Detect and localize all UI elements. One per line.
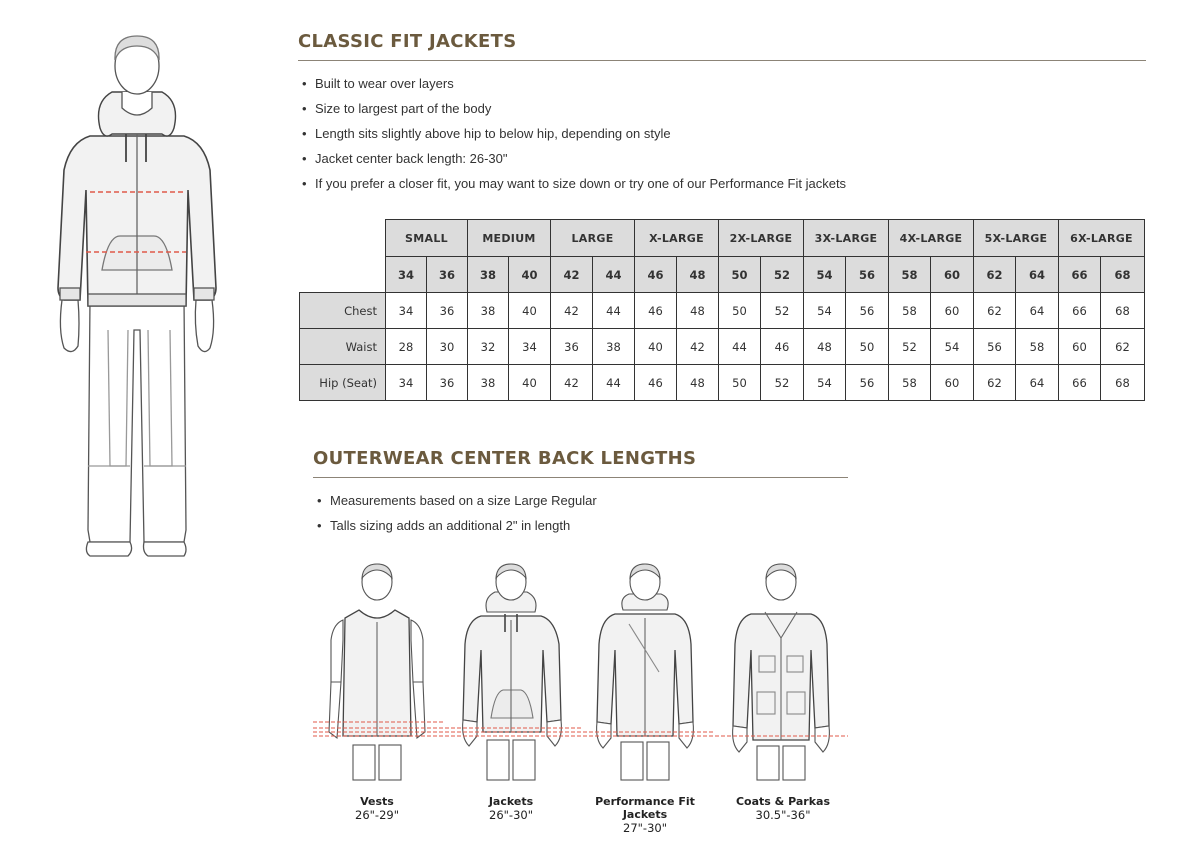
table-cell: 58 (889, 293, 931, 329)
table-cell: 44 (719, 329, 761, 365)
table-row (300, 329, 1145, 365)
figure-range: 30.5"-36" (755, 808, 811, 822)
table-cell: 38 (593, 329, 635, 365)
list-item: • Built to wear over layers (298, 71, 1146, 96)
figure-name: Vests (360, 795, 394, 808)
table-cell: 56 (974, 329, 1016, 365)
table-cell: 54 (804, 365, 846, 401)
size-chart-table (299, 219, 1145, 401)
outerwear-figures (313, 560, 853, 835)
size-header: X-LARGE (635, 220, 719, 257)
size-header: LARGE (551, 220, 635, 257)
figure-name: Performance Fit Jackets (595, 795, 695, 821)
table-cell: 52 (761, 293, 804, 329)
size-number: 60 (931, 257, 974, 293)
table-corner (300, 257, 386, 293)
table-cell: 52 (761, 365, 804, 401)
size-number: 62 (974, 257, 1016, 293)
table-cell: 62 (1101, 329, 1145, 365)
figure-range: 27"-30" (623, 821, 667, 835)
table-cell: 54 (931, 329, 974, 365)
outerwear-illustrations (313, 560, 853, 790)
table-cell: 48 (677, 365, 719, 401)
table-cell: 50 (719, 365, 761, 401)
size-header: 5X-LARGE (974, 220, 1059, 257)
table-row (300, 365, 1145, 401)
table-cell: 64 (1016, 365, 1059, 401)
size-number: 48 (677, 257, 719, 293)
coats-parkas-caption (731, 795, 835, 822)
list-item: • Measurements based on a size Large Regular (313, 488, 848, 513)
list-item: • Size to largest part of the body (298, 96, 1146, 121)
table-cell: 66 (1059, 293, 1101, 329)
size-header-row (300, 220, 1145, 257)
table-cell: 38 (468, 365, 509, 401)
figure-range: 26"-29" (355, 808, 399, 822)
row-label: Chest (300, 293, 386, 329)
outerwear-section (313, 448, 848, 538)
table-cell: 30 (427, 329, 468, 365)
size-number: 52 (761, 257, 804, 293)
figure-name: Coats & Parkas (735, 795, 830, 808)
table-cell: 46 (635, 293, 677, 329)
figure-name: Jackets (488, 795, 534, 808)
size-header: 4X-LARGE (889, 220, 974, 257)
list-item: • Jacket center back length: 26-30" (298, 146, 1146, 171)
size-header: 2X-LARGE (719, 220, 804, 257)
table-cell: 46 (761, 329, 804, 365)
size-number: 36 (427, 257, 468, 293)
table-cell: 48 (677, 293, 719, 329)
table-cell: 36 (551, 329, 593, 365)
hooded-jacket-figure (50, 30, 225, 565)
table-cell: 64 (1016, 293, 1059, 329)
hoodie-figure (463, 564, 562, 780)
table-row (300, 293, 1145, 329)
table-cell: 56 (846, 365, 889, 401)
outerwear-title: OUTERWEAR CENTER BACK LENGTHS (313, 448, 848, 478)
table-cell: 60 (931, 293, 974, 329)
size-number: 54 (804, 257, 846, 293)
classic-fit-title: CLASSIC FIT JACKETS (298, 31, 1146, 61)
table-cell: 38 (468, 293, 509, 329)
table-cell: 56 (846, 293, 889, 329)
vest-figure (329, 564, 425, 780)
performance-fit-caption (575, 795, 715, 835)
table-cell: 58 (889, 365, 931, 401)
size-number: 58 (889, 257, 931, 293)
table-cell: 28 (386, 329, 427, 365)
table-cell: 50 (846, 329, 889, 365)
outerwear-bullets (313, 488, 848, 538)
size-header: 3X-LARGE (804, 220, 889, 257)
size-number: 50 (719, 257, 761, 293)
jackets-caption (471, 795, 551, 822)
table-cell: 32 (468, 329, 509, 365)
list-item: • If you prefer a closer fit, you may want to size down or try one of our Performance Fit jackets (298, 171, 1146, 196)
table-cell: 50 (719, 293, 761, 329)
size-number: 34 (386, 257, 427, 293)
table-cell: 42 (551, 365, 593, 401)
vests-caption (337, 795, 417, 822)
table-cell: 36 (427, 365, 468, 401)
figure-range: 26"-30" (489, 808, 533, 822)
size-number: 68 (1101, 257, 1145, 293)
table-cell: 44 (593, 365, 635, 401)
table-cell: 68 (1101, 365, 1145, 401)
table-cell: 58 (1016, 329, 1059, 365)
coat-figure (733, 564, 830, 780)
table-cell: 52 (889, 329, 931, 365)
list-item: • Talls sizing adds an additional 2" in length (313, 513, 848, 538)
table-cell: 34 (386, 365, 427, 401)
size-number: 44 (593, 257, 635, 293)
size-number: 64 (1016, 257, 1059, 293)
size-number-row (300, 257, 1145, 293)
classic-fit-section (298, 31, 1146, 196)
list-item: • Length sits slightly above hip to below hip, depending on style (298, 121, 1146, 146)
table-cell: 42 (677, 329, 719, 365)
table-cell: 34 (509, 329, 551, 365)
size-number: 46 (635, 257, 677, 293)
size-number: 38 (468, 257, 509, 293)
size-number: 66 (1059, 257, 1101, 293)
table-cell: 60 (1059, 329, 1101, 365)
performance-jacket-figure (597, 564, 694, 780)
table-cell: 40 (509, 293, 551, 329)
table-cell: 66 (1059, 365, 1101, 401)
size-header: MEDIUM (468, 220, 551, 257)
table-cell: 62 (974, 293, 1016, 329)
table-cell: 46 (635, 365, 677, 401)
table-cell: 48 (804, 329, 846, 365)
table-cell: 62 (974, 365, 1016, 401)
table-cell: 68 (1101, 293, 1145, 329)
row-label: Hip (Seat) (300, 365, 386, 401)
table-cell: 54 (804, 293, 846, 329)
size-number: 42 (551, 257, 593, 293)
row-label: Waist (300, 329, 386, 365)
measurement-rows (300, 293, 1145, 401)
table-cell: 34 (386, 293, 427, 329)
size-number: 56 (846, 257, 889, 293)
size-header: SMALL (386, 220, 468, 257)
table-cell: 36 (427, 293, 468, 329)
table-cell: 40 (509, 365, 551, 401)
classic-fit-bullets (298, 71, 1146, 196)
table-cell: 60 (931, 365, 974, 401)
table-cell: 44 (593, 293, 635, 329)
size-header: 6X-LARGE (1059, 220, 1145, 257)
table-cell: 40 (635, 329, 677, 365)
size-number: 40 (509, 257, 551, 293)
table-cell: 42 (551, 293, 593, 329)
hooded-jacket-illustration (50, 30, 225, 565)
table-corner (300, 220, 386, 257)
